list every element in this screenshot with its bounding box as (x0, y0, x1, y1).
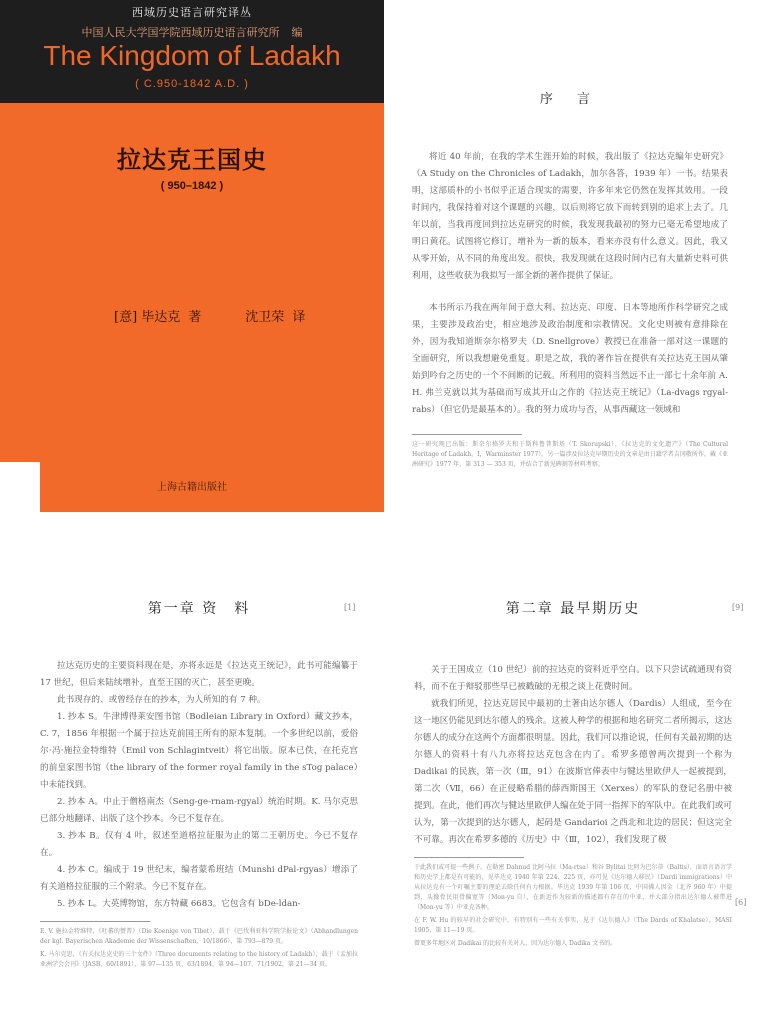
footnote-rule (40, 921, 150, 922)
series-title: 西域历史语言研究译丛 (132, 6, 252, 19)
chapter1-title: 第一章 资 料 (147, 601, 251, 617)
chapter1-paragraph: 拉达克历史的主要资料现在是，亦将永远是《拉达克王统记》，此书可能编纂于 17 世纪，但后来陆续增补，直至王国的灭亡，甚至更晚。 (40, 661, 358, 688)
chapter2-footnote: 曾更多年地区对 Dadikai 的比较有关对人，因为达尔德人 Dadika 文书的。 (414, 940, 617, 947)
publisher-name: 上海古籍出版社 (157, 482, 227, 493)
chapter1-paragraph: 此书现存的、或曾经存在的抄本，为人所知的有 7 种。 (57, 695, 266, 705)
preface-paragraph: 将近 40 年前，在我的学术生涯开始的时候，我出版了《拉达克编年史研究》（A Study on the Chronicles of Ladakh，加尔各答，1939 年）一书。结果表明，这部质朴的小书似乎正适合现实的需要，许多年来它仍然在发挥其效用。一段时间内，我保持着对这个课题的兴趣，以后则将它放下而转到别的追求上去了。几年以前，当我再度回到拉达克研究的时候，我发现我最初的努力已毫无希望地成了明日黄花。试图将它修订，增补为一新的版本，看来亦没有什么意义。因此，我又从零开始，从不同的角度出发。很快，我发现就在这段时间内已有大量新史料可供利用，这些收获为我拟写一部全新的著作提供了保证。 (412, 152, 728, 281)
chapter1-paragraph: 4. 抄本 C。编成于 19 世纪末，编者蒙希班结（Munshi dPal-rgyas）增添了有关道格拉征服的三个附录。今已不复存在。 (40, 865, 358, 892)
author-name: [意] 毕达克 (114, 310, 181, 325)
preface-page (412, 88, 728, 508)
chapter2-side-marker: [6] (735, 898, 747, 907)
chapter2-paragraph: 就我们所见，拉达克居民中最初的土著由达尔德人（Dardis）人组成，至今在这一地区仍能见到达尔德人的残余。这被人种学的根据和地名研究二者所揭示，这达尔德人的成分在这两个方面都很明显。因此，我们可以推论说，任何有关最初期的达尔德人的资料十有八九亦将拉达克包含在内了。希罗多德曾两次提到一个称为 Dadikai 的民族，第一次（Ⅲ，91）在波斯官俸表中与犍达里欧伊人一起被提到，第二次（Ⅶ，66）在正侵略希腊的薛西斯国王（Xerxes）的军队的登记名册中被提到。在此，他们再次与犍达里欧伊人编在处于同一指挥下的军队中。在此我们或可认为，第一次提到的达尔德人，起码是 Gandarioi 之西北和北边的居民；但这完全不可靠。再次在希罗多德的《历史》中（Ⅲ，102），我们发现了极 (414, 699, 732, 845)
chapter1-paragraph: 1. 抄本 S。牛津博得莱安图书馆（Bodleian Library in Oxford）藏文抄本，C. 7，1856 年根据一个属于拉达克前国王所有的原本复制。一个多世纪以前，爱俗尔·冯·施拉金特维特（Emil von Schlagintveit）将它出版。原本已佚，在托克宫的前皇家图书馆（the library of the former royal family in the sTog palace）中未能找到。 (40, 712, 358, 790)
author-role: 著 (188, 310, 202, 325)
editing-institute (0, 24, 384, 40)
translator-role: 译 (292, 310, 306, 325)
footnote-rule (412, 434, 522, 435)
preface-footnote: 这一研究现已出版：斯奈尔格罗夫和于斯科鲁普斯基（T. Skorupski），《拉达克的文化遗产》（The Cultural Heritage of Ladakh，I，Warminster 1977）。另一篇涉及拉达克早期历史的文章是由日籍学者吉冈敬所作，載《亚洲研究》1977 年，第 313 — 353 页，并结合了新见碑刻等材料考察。 (412, 441, 728, 468)
preface-title: 序 言 (539, 92, 601, 107)
chapter1-footnote: E. V. 施拉金特维特，《吐蕃的赞普》（Die Koenige von Tibet），载于《巴伐利亚科学院学报论文》（Abhandlungen der kgl. Bayerischen Akademie der Wissenschaften，10/1866），第 793—879 页。 (40, 928, 358, 945)
institute-name: 中国人民大学国学院西域历史语言研究所 (81, 26, 280, 39)
chapter1-page (40, 598, 358, 1018)
chapter1-paragraph: 3. 抄本 B。仅有 4 叶，叙述至道格拉征服为止的第二王朝历史。今已不复存在。 (40, 831, 358, 858)
author-line (114, 306, 313, 325)
chinese-dates: ( 950–1842 ) (160, 180, 224, 192)
chapter1-page-marker: [1] (344, 603, 356, 612)
chapter2-footnote: 于此我们或可提一些例子。在勒密 Dahnud 比阿马拉（Ma-rtsa）和谷 Bylitai 比阿为巴尔蒂（Baltis），而语言语言学和历史学上都是有可能的，见毕达克 1940 年第 224、225 页，亦可见《达尔德人移民》（Dardi immigrations）中从拉达克有一个叮嘱主要的理论去除任何有力根据。毕达克 1939 年第 106 页，中国佛人因金（北齐 960 年）中提到，头像骨民用骨偏宽等（Mon-yu 自），在新近作为较新的描述都有存在的中亚，并大部分指出达尔德人被带进（Mon-yu 等）中亚克各种。 (414, 864, 732, 911)
footnote-rule (414, 857, 524, 858)
preface-paragraph: 本书所示乃我在两年间于意大利、拉达克、印度、日本等地所作科学研究之成果，主要涉及政治史，相应地涉及政治制度和宗教情况。文化史则被有意排除在外，因为我知道斯奈尔格罗夫（D. Snellgrove）教授已在准备一部对这一课题的全面研究，所以我想避免重复。职是之故，我的著作旨在提供有关拉达克王国从肇始到吟台之历史的一个不间断的记载。所利用的资料当然远不止一部七十余年前 A. H. 弗兰克就以其为基础而写成其开山之作的《拉达克王统记》（La-dvags rgyal-rabs）（但它仍是最基本的）。我的努力成功与否，从事西藏这一领域和 (412, 303, 728, 415)
chapter1-paragraph: 5. 抄本 L。大英博物馆，东方特藏 6683。它包含有 bDe-ldan- (57, 899, 301, 909)
chapter2-page-marker: [9] (732, 603, 744, 612)
translator-name: 沈卫荣 (245, 310, 285, 325)
chapter2-title: 第二章 最早期历史 (505, 601, 641, 617)
chinese-title: 拉达克王国史 (117, 145, 267, 174)
english-title: The Kingdom of Ladakh (43, 40, 341, 71)
chapter1-paragraph: 2. 抄本 A。中止于僧格南杰（Seng-ge-rnam-rgyal）统治时期。K. 马尔克思已部分地翻译、出版了这个抄本。今已不复存在。 (40, 797, 358, 824)
institute-edit-role: 编 (291, 26, 303, 39)
chapter2-paragraph: 关于王国成立（10 世纪）前的拉达克的资料近乎空白。以下只尝试疏通现有资料，而不在于辩驳那些早已被戳破的无根之谈上花费时间。 (414, 665, 732, 692)
chapter2-page (414, 598, 732, 1018)
book-cover (0, 0, 384, 512)
chapter1-footnote: K. 马尔克思，《有关拉达克史的三个文件》（Three documents relating to the history of Ladakh），载于《孟加拉亚洲学会会刊》（JASB，60/1891），第 97—135 页、63/1894，第 94—107、71/1902，第 21—34 页。 (40, 951, 358, 968)
english-dates: ( C.950-1842 A.D. ) (135, 78, 249, 90)
cover-header-band (0, 0, 384, 103)
chapter2-footnote: 在 F. W. Hu 的较早的社会研究中，有特别有一些有关事实，见于《达尔德人》（The Dards of Khalatse），MASI 1905，第 11—19 页。 (414, 917, 732, 934)
